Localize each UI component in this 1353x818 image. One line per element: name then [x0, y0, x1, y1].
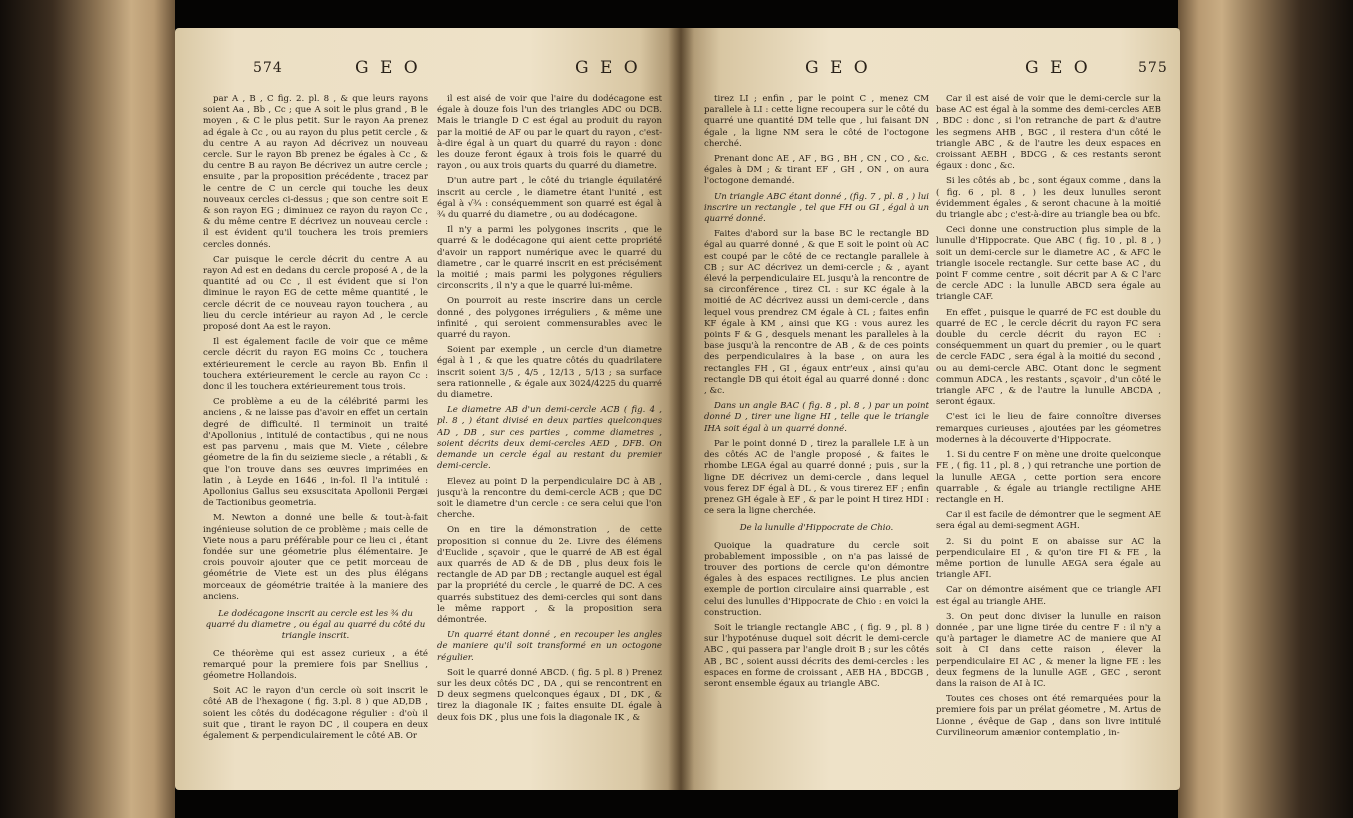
- right-page: [680, 28, 1180, 790]
- left-page: [175, 28, 680, 790]
- paragraph: Ce théorème qui est assez curieux , a été remarqué pour la premiere fois par Snellius , géometre Hollandois.: [203, 648, 428, 681]
- section-heading: De la lunulle d'Hippocrate de Chio.: [739, 523, 894, 534]
- theorem-heading: Un triangle ABC étant donné , (fig. 7 , pl. 8 , ) lui inscrire un rectangle , tel que FH ou GI , égal à un quarré donné.: [704, 191, 929, 225]
- paragraph: En effet , puisque le quarré de FC est double du quarré de EC , le cercle décrit du rayon FC sera double du cercle décrit du rayon EC : conséquemment un quart du premier , ou le quart de cercle FADC , sera égal à la moitié du second , ou au demi-cercle ABC. Otant donc le segment commun ADCA , les restants , sçavoir , d'un côté le triangle AFC , & de l'autre la lunulle ABCDA , seront égaux.: [936, 307, 1161, 408]
- paragraph: Ce problème a eu de la célébrité parmi les anciens , & ne laisse pas d'avoir en effet un certain degré de difficulté. Il terminoit un traité d'Apollonius , intitulé de contactibus , qui ne nous est pas parvenu , mais que M. Viete , célebre géometre de la fin du seizieme siecle , a rétabli , & que l'on trouve dans ses œuvres imprimées en latin , à Leyde en 1646 , in-fol. Il l'a intitulé : Apollonius Gallus seu exsuscitata Apollonii Pergæi de Tactionibus geometria.: [203, 397, 428, 509]
- book-gutter: [668, 28, 694, 790]
- paragraph: Car il est facile de démontrer que le segment AE sera égal au demi-segment AGH.: [936, 510, 1161, 532]
- paragraph: Ceci donne une construction plus simple de la lunulle d'Hippocrate. Que ABC ( fig. 10 , pl. 8 , ) soit un demi-cercle sur le diametre AC , & AFC le triangle isocele rectangle. Sur cette base AC , du point F comme centre , soit décrit par A & C l'arc de cercle ADC : la lunulle ABCD sera égale au triangle CAF.: [936, 225, 1161, 303]
- paragraph: D'un autre part , le côté du triangle équilatéré inscrit au cercle , le diametre étant l'unité , est égal à √¾ : conséquemment son quarré est égal à ¾ du quarré du diametre , ou au dodécagone.: [437, 176, 662, 221]
- theorem-heading: Le dodécagone inscrit au cercle est les ¾ du quarré du diametre , ou égal au quarré du côté du triangle inscrit.: [205, 608, 426, 642]
- paragraph: Il est également facile de voir que ce même cercle décrit du rayon EG moins Cc , touchera extérieurement le cercle au rayon Bb. Enfin il touchera extérieurement le cercle au rayon Cc : donc il les touchera extérieurement tous trois.: [203, 337, 428, 393]
- paragraph: Car puisque le cercle décrit du centre A au rayon Ad est en dedans du cercle proposé A , de la quantité ad ou Cc , il est évident que si l'on diminue le rayon EG de cette même quantité , le cercle décrit de ce nouveau rayon touchera , au lieu du cercle intérieur au rayon Ad , le cercle proposé dont Aa est le rayon.: [203, 254, 428, 333]
- paragraph: Faites d'abord sur la base BC le rectangle BD égal au quarré donné , & que E soit le point où AC est coupé par le côté de ce rectangle parallele à CB ; sur AC décrivez un demi-cercle ; & , ayant élevé la perpendiculaire EL jusqu'à la rencontre de sa circonférence , tirez CL : sur KC égale à la moitié de AC décrivez aussi un demi-cercle , dans lequel vous prendrez CM égale à CL ; faites enfin KF égale à KM , ainsi que KG : vous aurez les points F & G , desquels menant les paralleles à la base jusqu'à la rencontre de AB , & de ces points des perpendiculaires à la base , on aura les rectangles FH , GI , égaux entr'eux , ainsi qu'au rectangle DB qui étoit égal au quarré donné : donc , &c.: [704, 229, 929, 397]
- paragraph: Soit le triangle rectangle ABC , ( fig. 9 , pl. 8 ) sur l'hypoténuse duquel soit décrit le demi-cercle ABC , qui passera par l'angle droit B ; sur les côtés AB , BC , soient aussi décrits des demi-cercles : les espaces en forme de croissant , AEB HA , BDCGB , seront ensemble égaux au triangle ABC.: [704, 622, 929, 689]
- paragraph: par A , B , C fig. 2. pl. 8 , & que leurs rayons soient Aa , Bb , Cc ; que A soit le plus grand , B le moyen , & C le plus petit. Sur le rayon Aa prenez ad égale à Cc , ou au rayon du plus petit cercle , & du centre A au rayon Ad décrivez un nouveau cercle. Sur le rayon Bb prenez be égales à Cc , & du centre B au rayon Be décrivez un autre cercle ; ensuite , par la proposition précédente , tracez par le centre de C un cercle qui touche les deux nouveaux cercles ci-dessus ; que son centre soit E & son rayon EG ; diminuez ce rayon du rayon Cc , & du même centre E décrivez un nouveau cercle : il est évident qu'il touchera les trois premiers cercles donnés.: [203, 94, 428, 250]
- paragraph: Elevez au point D la perpendiculaire DC à AB , jusqu'à la rencontre du demi-cercle ACB ; que DC soit le diametre d'un cercle : ce sera celui que l'on cherche.: [437, 476, 662, 521]
- left-column-1: [203, 94, 428, 784]
- paragraph: M. Newton a donné une belle & tout-à-fait ingénieuse solution de ce problème ; mais celle de Viete nous a paru préférable pour ce lieu ci , étant fondée sur une géometrie plus élémentaire. Je crois pouvoir ajouter que ce petit morceau de géométrie de Viete est un des plus élégans morceaux de géométrie traitée à la maniere des anciens.: [203, 513, 428, 602]
- paragraph: On pourroit au reste inscrire dans un cercle donné , des polygones irréguliers , & même une infinité , qui seroient commensurables avec le quarré du rayon.: [437, 296, 662, 341]
- right-header-second: G E O: [1025, 58, 1091, 78]
- left-page-number: 574: [253, 60, 283, 76]
- left-column-2: [437, 94, 662, 784]
- paragraph: 2. Si du point E on abaisse sur AC la perpendiculaire EI , & qu'on tire FI & FE , la même portion de lunulle AEGA sera égale au triangle AFI.: [936, 536, 1161, 581]
- paragraph: On en tire la démonstration , de cette proposition si connue du 2e. Livre des élémens d'Euclide , sçavoir , que le quarré de AB est égal aux quarrés de AD & de DB , plus deux fois le rectangle de AD par DB ; rectangle auquel est égal par la propriété du cercle , le quarré de DC. A ces quarrés substituez des demi-cercles qui sont dans le même rapport , & la proposition sera démontrée.: [437, 525, 662, 625]
- paragraph: Car on démontre aisément que ce triangle AFI est égal au triangle AHE.: [936, 585, 1161, 607]
- paragraph: Soit le quarré donné ABCD. ( fig. 5 pl. 8 ) Prenez sur les deux côtés DC , DA , qui se rencontrent en D deux segmens quelconques égaux , DI , DK , & tirez la diagonale IK ; faites ensuite DL égale à deux fois DK , plus une fois la diagonale IK , &: [437, 667, 662, 723]
- right-header-first: G E O: [805, 58, 871, 78]
- paragraph: Si les côtés ab , bc , sont égaux comme , dans la ( fig. 6 , pl. 8 , ) les deux lunulles seront évidemment égales , & seront chacune à la moitié du triangle abc ; c'est-à-dire au triangle bea ou bfc.: [936, 176, 1161, 221]
- paragraph: C'est ici le lieu de faire connoître diverses remarques curieuses , ajoutées par les géometres modernes à la découverte d'Hippocrate.: [936, 412, 1161, 445]
- right-page-number: 575: [1138, 60, 1168, 76]
- theorem-heading: Dans un angle BAC ( fig. 8 , pl. 8 , ) par un point donné D , tirer une ligne HI , telle que le triangle IHA soit égal à un quarré donné.: [704, 401, 929, 434]
- paragraph: Toutes ces choses ont été remarquées pour la premiere fois par un prélat géometre , M. Artus de Lionne , évêque de Gap , dans son livre intitulé Curvilineorum amænior contemplatio , in-: [936, 694, 1161, 738]
- left-page-edges: [0, 0, 175, 818]
- paragraph: tirez LI ; enfin , par le point C , menez CM parallele à LI : cette ligne recoupera sur le côté du quarré une quantité DM telle que , lui faisant DN égale , la ligne NM sera le côté de l'octogone cherché.: [704, 94, 929, 149]
- theorem-heading: Un quarré étant donné , en recouper les angles de maniere qu'il soit transformé en un octogone régulier.: [437, 630, 662, 663]
- left-header-second: G E O: [575, 58, 641, 78]
- paragraph: 1. Si du centre F on mène une droite quelconque FE , ( fig. 11 , pl. 8 , ) qui retranche une portion de la lunulle AEGA , cette portion sera encore quarrable , & égale au triangle rectiligne AHE rectangle en H.: [936, 450, 1161, 505]
- paragraph: il est aisé de voir que l'aire du dodécagone est égale à douze fois l'un des triangles ADC ou DCB. Mais le triangle D C est égal au produit du rayon par la moitié de AF ou par le quart du rayon , c'est-à-dire égal à un quart du quarré du rayon : donc les douze feront égaux à trois fois le quarré du rayon , ou aux trois quarts du quarré du diametre.: [437, 94, 662, 172]
- left-header-first: G E O: [355, 58, 421, 78]
- right-column-2: [936, 94, 1161, 784]
- paragraph: 3. On peut donc diviser la lunulle en raison donnée , par une ligne tirée du centre F : il n'y a qu'à partager le diametre AC de maniere que AI soit à CI dans cette raison , élever la perpendiculaire EI AC , & mener la ligne FE : les deux fegmens de la lunulle AGE , GEC , seront dans la raison de AI à IC.: [936, 611, 1161, 689]
- paragraph: Par le point donné D , tirez la parallele LE à un des côtés AC de l'angle proposé , & faites le rhombe LEGA égal au quarré donné ; puis , sur la ligne DE décrivez un demi-cercle , dans lequel vous ferez DF égal à DL , & vous tirerez EF ; enfin prenez GH égale à EF , & par le point H tirez HDI : ce sera la ligne cherchée.: [704, 438, 929, 517]
- paragraph: Il n'y a parmi les polygones inscrits , que le quarré & le dodécagone qui aient cette propriété d'avoir un rapport numérique avec le quarré du diametre , car le quarré inscrit en est précisément la moitié ; mais parmi les polygones réguliers circonscrits , il n'y a que le quarré lui-même.: [437, 225, 662, 292]
- right-page-edges: [1178, 0, 1353, 818]
- paragraph: Prenant donc AE , AF , BG , BH , CN , CO , &c. égales à DM ; & tirant EF , GH , ON , on aura l'octogone demandé.: [704, 154, 929, 187]
- paragraph: Car il est aisé de voir que le demi-cercle sur la base AC est égal à la somme des demi-cercles AEB , BDC : donc , si l'on retranche de part & d'autre les segmens AHB , BGC , il restera d'un côté le triangle ABC , & de l'autre les deux espaces en croissant AEBH , BDCG , & ces restants seront égaux : donc , &c.: [936, 94, 1161, 172]
- paragraph: Soient par exemple , un cercle d'un diametre égal à 1 , & que les quatre côtés du quadrilatere inscrit soient 3/5 , 4/5 , 12/13 , 5/13 ; sa surface sera rationnelle , & égale aux 3024/4225 du quarré du diametre.: [437, 345, 662, 401]
- paragraph: Soit AC le rayon d'un cercle où soit inscrit le côté AB de l'hexagone ( fig. 3.pl. 8 ) que AD,DB , soient les côtés du dodécagone régulier : d'où il suit que , tirant le rayon DC , il coupera en deux également & perpendiculairement le côté AB. Or: [203, 686, 428, 741]
- theorem-heading: Le diametre AB d'un demi-cercle ACB ( fig. 4 , pl. 8 , ) étant divisé en deux parties quelconques AD , DB , sur ces parties , comme diametres , soient décrits deux demi-cercles AED , DFB. On demande un cercle égal au restant du premier demi-cercle.: [437, 405, 662, 472]
- right-column-1: [704, 94, 929, 784]
- paragraph: Quoique la quadrature du cercle soit probablement impossible , on n'a pas laissé de trouver des portions de cercle qu'on démontre égales à des espaces rectilignes. Le plus ancien exemple de portion circulaire ainsi quarrable , est celui des lunulles d'Hippocrate de Chio : en voici la construction.: [704, 540, 929, 618]
